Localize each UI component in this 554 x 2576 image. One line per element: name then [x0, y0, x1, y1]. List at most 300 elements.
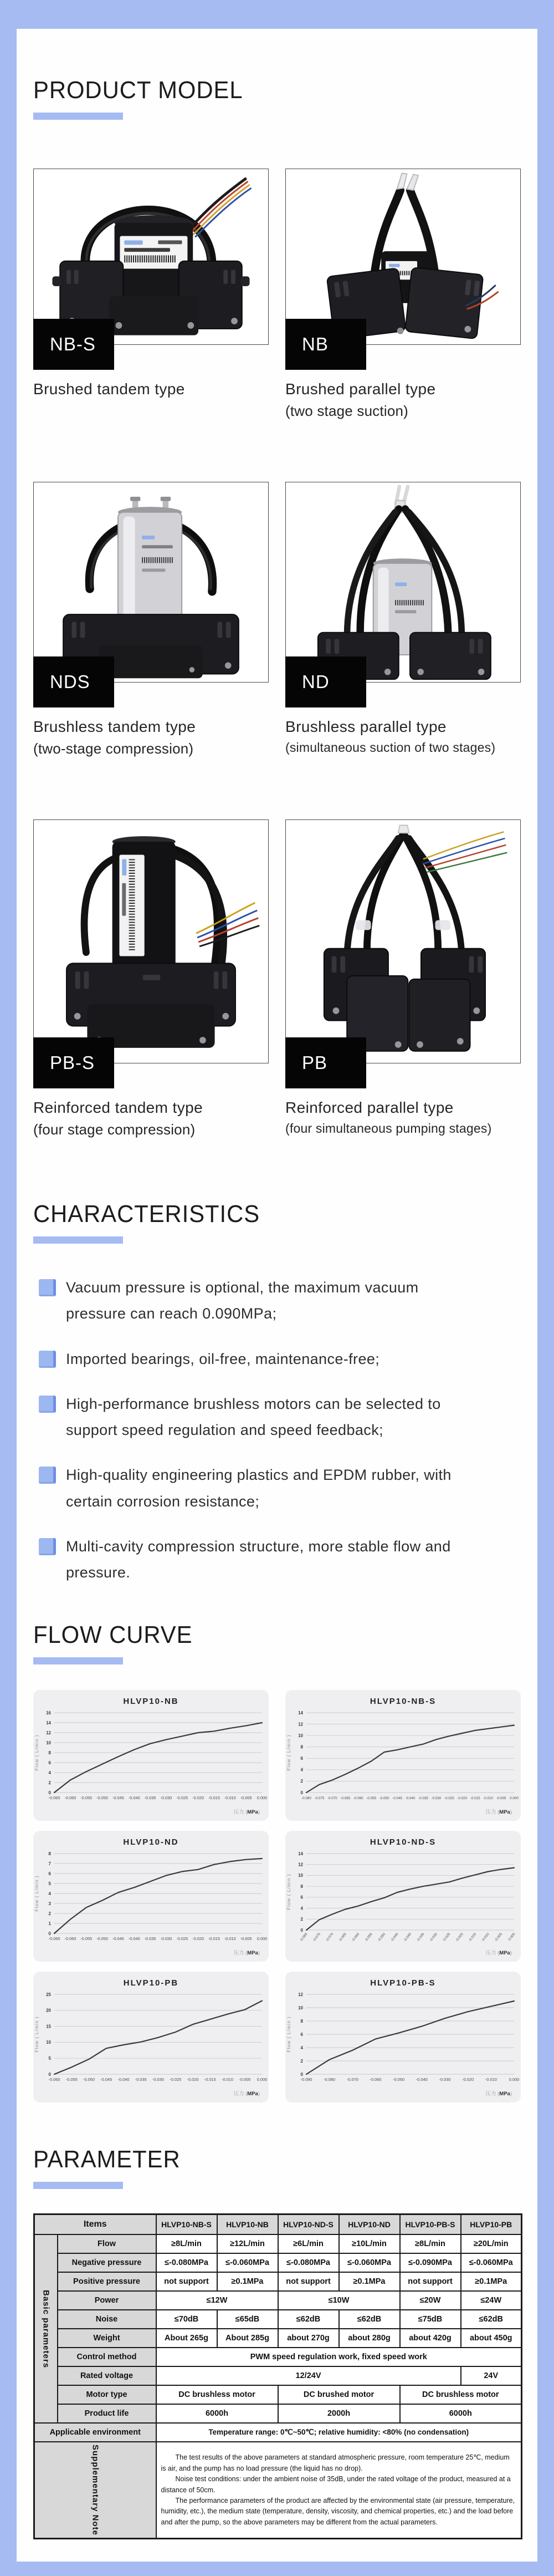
- table-row: [34, 2348, 522, 2366]
- svg-text:-0.050: -0.050: [96, 1795, 109, 1801]
- table-header-row: [34, 2214, 522, 2235]
- svg-text:4: 4: [300, 2045, 303, 2051]
- flow-chart-plot: [33, 1990, 269, 2099]
- product-image-box: [33, 169, 269, 354]
- product-caption: [285, 718, 521, 755]
- svg-text:-0.045: -0.045: [112, 1795, 124, 1801]
- product-photo-nd-pump-icon: [286, 482, 520, 682]
- product-card-pb-s: [33, 819, 269, 1138]
- svg-text:-0.045: -0.045: [390, 1932, 399, 1943]
- model-column-header: HLVP10-NB-S: [156, 2214, 217, 2235]
- svg-text:1: 1: [48, 1921, 51, 1927]
- svg-text:8: 8: [300, 2019, 303, 2024]
- svg-text:2: 2: [300, 1779, 303, 1784]
- svg-text:16: 16: [46, 1710, 51, 1716]
- svg-text:压力 (MPa): 压力 (MPa): [485, 1950, 512, 1957]
- svg-text:-0.060: -0.060: [353, 1796, 363, 1801]
- value-cell: About 285g: [217, 2329, 278, 2348]
- svg-text:8: 8: [300, 1884, 303, 1890]
- value-cell: ≥10L/min: [339, 2234, 400, 2253]
- value-cell: ≤-0.060MPa: [339, 2253, 400, 2272]
- svg-text:-0.025: -0.025: [444, 1796, 454, 1801]
- svg-text:12: 12: [298, 1992, 303, 1998]
- table-row: [34, 2234, 522, 2253]
- value-cell: ≤62dB: [339, 2310, 400, 2329]
- characteristic-text: High-performance brushless motors can be selected to support speed regulation and speed feedback;: [66, 1395, 441, 1438]
- characteristic-item: [33, 1534, 521, 1586]
- svg-text:6: 6: [300, 1756, 303, 1762]
- product-photo-nds-pump-icon: [34, 482, 268, 682]
- svg-text:12: 12: [298, 1862, 303, 1867]
- svg-text:-0.040: -0.040: [416, 2077, 428, 2083]
- svg-text:-0.005: -0.005: [494, 1932, 504, 1943]
- characteristic-text: Imported bearings, oil-free, maintenance-free;: [66, 1350, 380, 1367]
- svg-text:-0.030: -0.030: [439, 2077, 451, 2083]
- svg-text:-0.020: -0.020: [192, 1936, 204, 1942]
- svg-text:10: 10: [46, 1740, 51, 1746]
- svg-text:-0.015: -0.015: [208, 1936, 220, 1942]
- svg-text:-0.010: -0.010: [483, 1796, 494, 1801]
- item-label: Positive pressure: [58, 2272, 156, 2291]
- product-caption-line2: (two-stage compression): [33, 740, 194, 757]
- svg-text:-0.020: -0.020: [457, 1796, 468, 1801]
- supplementary-note-label: Supplementary Note: [34, 2442, 156, 2538]
- value-cell: ≤20W: [400, 2291, 461, 2310]
- product-grid: [33, 169, 521, 1200]
- square-bullet-icon: [39, 1351, 56, 1368]
- value-cell: ≤62dB: [461, 2310, 522, 2329]
- chart-title: HLVP10-NB-S: [370, 1697, 437, 1707]
- note-paragraph: Noise test conditions: under the ambient noise of 35dB, under the rated voltage of the product, measured at a distance of 50cm.: [161, 2475, 511, 2494]
- product-photo-nb-pump-icon: [286, 169, 520, 344]
- table-row-applicable-environment: [34, 2423, 522, 2442]
- title-underline-bar: [33, 1657, 123, 1664]
- section-title-product-model: PRODUCT MODEL: [33, 77, 243, 104]
- value-cell: ≤10W: [278, 2291, 400, 2310]
- svg-text:-0.005: -0.005: [496, 1796, 506, 1801]
- group-label-basic-parameters: Basic parameters: [34, 2234, 58, 2423]
- svg-text:-0.015: -0.015: [208, 1795, 220, 1801]
- parameter-table-body: [34, 2214, 522, 2539]
- product-caption-line2: (two stage suction): [285, 403, 409, 419]
- model-column-header: HLVP10-ND-S: [278, 2214, 339, 2235]
- svg-text:2: 2: [300, 1917, 303, 1922]
- value-cell: ≥6L/min: [278, 2234, 339, 2253]
- value-cell: ≥8L/min: [156, 2234, 217, 2253]
- value-cell: ≥0.1MPa: [217, 2272, 278, 2291]
- svg-text:-0.045: -0.045: [392, 1796, 402, 1801]
- table-row: [34, 2385, 522, 2404]
- svg-text:4: 4: [48, 1891, 51, 1897]
- svg-text:压力 (MPa): 压力 (MPa): [485, 1809, 512, 1816]
- value-cell: DC brushless motor: [400, 2385, 522, 2404]
- chart-title: HLVP10-ND: [123, 1837, 179, 1847]
- value-cell: ≥12L/min: [217, 2234, 278, 2253]
- characteristic-text: Multi-cavity compression structure, more stable flow and pressure.: [66, 1538, 451, 1581]
- value-cell: not support: [400, 2272, 461, 2291]
- svg-text:-0.035: -0.035: [135, 2077, 147, 2083]
- svg-text:0: 0: [48, 1790, 51, 1796]
- svg-text:-0.050: -0.050: [96, 1936, 109, 1942]
- svg-text:8: 8: [48, 1851, 51, 1857]
- svg-text:0.000: 0.000: [510, 1796, 519, 1801]
- value-cell: ≥8L/min: [400, 2234, 461, 2253]
- svg-text:6: 6: [300, 1895, 303, 1900]
- svg-text:压力 (MPa): 压力 (MPa): [233, 1950, 260, 1957]
- svg-text:-0.020: -0.020: [455, 1932, 464, 1943]
- value-cell: 6000h: [400, 2404, 522, 2423]
- characteristic-item: [33, 1275, 521, 1327]
- svg-text:6: 6: [48, 1760, 51, 1766]
- item-label: Rated voltage: [58, 2366, 156, 2385]
- title-underline-bar: [33, 113, 123, 120]
- square-bullet-icon: [39, 1538, 56, 1555]
- svg-text:-0.075: -0.075: [314, 1796, 325, 1801]
- product-image-box: [33, 482, 269, 692]
- value-cell: 6000h: [156, 2404, 278, 2423]
- svg-text:0: 0: [300, 2072, 303, 2078]
- product-photo-pb-s-pump-icon: [34, 820, 268, 1063]
- product-image-box: [285, 482, 521, 692]
- product-code-badge: PB: [285, 1037, 366, 1088]
- item-label: Control method: [58, 2348, 156, 2366]
- value-cell: ≤-0.080MPa: [278, 2253, 339, 2272]
- flow-chart-card-nd-s: [285, 1831, 521, 1962]
- svg-text:-0.055: -0.055: [364, 1932, 373, 1943]
- svg-text:-0.025: -0.025: [176, 1936, 188, 1942]
- flow-chart-plot: [285, 1990, 521, 2099]
- svg-text:Flow ( L/min ): Flow ( L/min ): [286, 2016, 291, 2053]
- square-bullet-icon: [39, 1467, 56, 1484]
- note-paragraph: The performance parameters of the product are affected by the environmental state (air pressure, temperature, humidity, etc.), the medium state (temperature, density, viscosity, and chemical properties, etc.) and the load before and after the pump, so the above parameters may be different from the actual parameters.: [161, 2496, 515, 2526]
- value-cell: ≤70dB: [156, 2310, 217, 2329]
- svg-text:-0.065: -0.065: [48, 1936, 60, 1942]
- applicable-environment-label: Applicable environment: [34, 2423, 156, 2442]
- svg-text:压力 (MPa): 压力 (MPa): [485, 2091, 512, 2098]
- flow-chart-card-nb: [33, 1690, 269, 1821]
- chart-title: HLVP10-PB: [123, 1978, 179, 1988]
- svg-text:-0.055: -0.055: [80, 1795, 93, 1801]
- svg-text:压力 (MPa): 压力 (MPa): [233, 2091, 260, 2098]
- characteristic-text: Vacuum pressure is optional, the maximum vacuum pressure can reach 0.090MPa;: [66, 1279, 419, 1322]
- svg-text:-0.045: -0.045: [112, 1936, 124, 1942]
- svg-text:-0.020: -0.020: [187, 2077, 199, 2083]
- applicable-environment-value: Temperature range: 0℃~50℃; relative humidity: <80% (no condensation): [156, 2423, 522, 2442]
- characteristics-list: [33, 1275, 521, 1586]
- value-cell: ≤62dB: [278, 2310, 339, 2329]
- svg-text:-0.065: -0.065: [48, 1795, 60, 1801]
- svg-text:0: 0: [48, 1931, 51, 1937]
- svg-text:-0.025: -0.025: [442, 1932, 452, 1943]
- svg-text:-0.035: -0.035: [144, 1936, 156, 1942]
- section-title-parameter: PARAMETER: [33, 2146, 181, 2173]
- model-column-header: HLVP10-PB-S: [400, 2214, 461, 2235]
- svg-text:-0.010: -0.010: [224, 1795, 236, 1801]
- chart-title: HLVP10-NB: [123, 1697, 179, 1707]
- table-row: [34, 2310, 522, 2329]
- svg-text:-0.060: -0.060: [64, 1936, 76, 1942]
- svg-text:-0.020: -0.020: [192, 1795, 204, 1801]
- svg-text:-0.040: -0.040: [403, 1932, 413, 1943]
- svg-text:3: 3: [48, 1901, 51, 1907]
- svg-text:-0.055: -0.055: [366, 1796, 377, 1801]
- svg-text:10: 10: [298, 2005, 303, 2011]
- content-sheet: [17, 29, 537, 2562]
- product-card-nb-s: [33, 169, 269, 420]
- product-image-box: [285, 169, 521, 354]
- characteristic-item: [33, 1391, 521, 1444]
- value-cell: not support: [156, 2272, 217, 2291]
- model-column-header: HLVP10-PB: [461, 2214, 522, 2235]
- item-label: Weight: [58, 2329, 156, 2348]
- section-parameter: [33, 2146, 521, 2539]
- flow-curve-grid: [33, 1690, 521, 2102]
- svg-text:8: 8: [48, 1750, 51, 1756]
- svg-text:2: 2: [300, 2059, 303, 2064]
- value-cell: about 450g: [461, 2329, 522, 2348]
- table-row: [34, 2366, 522, 2385]
- svg-text:4: 4: [300, 1906, 303, 1911]
- characteristic-item: [33, 1346, 521, 1372]
- item-label: Negative pressure: [58, 2253, 156, 2272]
- product-photo-pb-pump-icon: [286, 820, 520, 1063]
- svg-text:0: 0: [300, 1790, 303, 1796]
- svg-text:4: 4: [48, 1770, 51, 1776]
- product-caption: [33, 718, 269, 757]
- svg-text:-0.010: -0.010: [224, 1936, 236, 1942]
- svg-text:8: 8: [300, 1744, 303, 1750]
- product-code-badge: ND: [285, 656, 366, 707]
- value-cell: ≤24W: [461, 2291, 522, 2310]
- svg-text:-0.010: -0.010: [481, 1932, 490, 1943]
- title-underline-bar: [33, 1236, 123, 1244]
- value-cell: ≥0.1MPa: [461, 2272, 522, 2291]
- value-cell: not support: [278, 2272, 339, 2291]
- svg-text:12: 12: [46, 1730, 51, 1736]
- svg-text:0.000: 0.000: [257, 2077, 268, 2083]
- value-cell: PWM speed regulation work, fixed speed work: [156, 2348, 522, 2366]
- svg-text:Flow ( L/min ): Flow ( L/min ): [34, 1734, 39, 1771]
- product-caption-line2: (simultaneous suction of two stages): [285, 740, 496, 755]
- svg-text:-0.060: -0.060: [351, 1932, 361, 1943]
- svg-text:10: 10: [298, 1873, 303, 1878]
- svg-text:0.000: 0.000: [257, 1936, 268, 1942]
- svg-text:2: 2: [48, 1911, 51, 1917]
- product-caption-line2: (four stage compression): [33, 1121, 196, 1138]
- chart-title: HLVP10-PB-S: [370, 1978, 436, 1988]
- product-caption-line1: Brushless tandem type: [33, 718, 196, 735]
- item-label: Product life: [58, 2404, 156, 2423]
- item-label: Noise: [58, 2310, 156, 2329]
- svg-text:-0.015: -0.015: [468, 1932, 478, 1943]
- section-characteristics: [33, 1200, 521, 1586]
- svg-text:-0.070: -0.070: [327, 1796, 337, 1801]
- value-cell: ≥20L/min: [461, 2234, 522, 2253]
- svg-text:14: 14: [46, 1720, 51, 1726]
- product-caption-line1: Reinforced tandem type: [33, 1099, 203, 1116]
- product-code-badge: NB: [285, 319, 366, 370]
- value-cell: ≤-0.080MPa: [156, 2253, 217, 2272]
- value-cell: DC brushed motor: [278, 2385, 400, 2404]
- product-caption-line1: Brushless parallel type: [285, 718, 447, 735]
- svg-text:-0.060: -0.060: [370, 2077, 382, 2083]
- svg-text:-0.050: -0.050: [377, 1932, 387, 1943]
- table-row: [34, 2272, 522, 2291]
- value-cell: 12/24V: [156, 2366, 461, 2385]
- svg-text:-0.020: -0.020: [462, 2077, 474, 2083]
- table-row: [34, 2291, 522, 2310]
- flow-chart-plot: [33, 1849, 269, 1958]
- product-photo-nb-s-pump-icon: [34, 169, 268, 344]
- svg-text:压力 (MPa): 压力 (MPa): [233, 1809, 260, 1816]
- svg-text:-0.070: -0.070: [346, 2077, 358, 2083]
- value-cell: ≤-0.090MPa: [400, 2253, 461, 2272]
- value-cell: 2000h: [278, 2404, 400, 2423]
- svg-text:-0.045: -0.045: [100, 2077, 112, 2083]
- svg-text:0: 0: [48, 2072, 51, 2078]
- value-cell: ≤75dB: [400, 2310, 461, 2329]
- svg-text:0.000: 0.000: [509, 2077, 520, 2083]
- svg-text:-0.030: -0.030: [429, 1932, 438, 1943]
- svg-text:-0.075: -0.075: [312, 1932, 322, 1943]
- flow-chart-plot: [33, 1708, 269, 1817]
- product-image-box: [285, 819, 521, 1073]
- svg-text:25: 25: [46, 1992, 51, 1998]
- characteristic-text: High-quality engineering plastics and EPDM rubber, with certain corrosion resistance;: [66, 1467, 452, 1510]
- svg-text:-0.065: -0.065: [340, 1796, 351, 1801]
- parameter-table: [33, 2213, 522, 2539]
- svg-text:-0.025: -0.025: [176, 1795, 188, 1801]
- item-label: Power: [58, 2291, 156, 2310]
- svg-text:-0.005: -0.005: [240, 1795, 252, 1801]
- svg-text:4: 4: [300, 1767, 303, 1773]
- svg-text:0.000: 0.000: [257, 1795, 268, 1801]
- product-card-pb: [285, 819, 521, 1138]
- svg-text:2: 2: [48, 1780, 51, 1786]
- svg-text:-0.035: -0.035: [418, 1796, 428, 1801]
- svg-text:-0.030: -0.030: [160, 1936, 172, 1942]
- product-caption: [33, 380, 269, 398]
- svg-text:Flow ( L/min ): Flow ( L/min ): [286, 1874, 291, 1910]
- svg-text:-0.040: -0.040: [405, 1796, 416, 1801]
- value-cell: ≤-0.060MPa: [217, 2253, 278, 2272]
- product-card-nds: [33, 482, 269, 757]
- svg-text:-0.035: -0.035: [144, 1795, 156, 1801]
- product-card-nd: [285, 482, 521, 757]
- svg-text:-0.015: -0.015: [470, 1796, 480, 1801]
- svg-text:14: 14: [298, 1851, 303, 1857]
- svg-text:Flow ( L/min ): Flow ( L/min ): [34, 1875, 39, 1912]
- svg-text:-0.050: -0.050: [83, 2077, 95, 2083]
- svg-text:-0.005: -0.005: [239, 2077, 251, 2083]
- flow-chart-plot: [285, 1708, 521, 1817]
- value-cell: DC brushless motor: [156, 2385, 278, 2404]
- title-underline-bar: [33, 2182, 123, 2189]
- svg-text:5: 5: [48, 2056, 51, 2061]
- svg-text:-0.055: -0.055: [65, 2077, 78, 2083]
- product-code-badge: PB-S: [33, 1037, 114, 1088]
- product-caption-line2: (four simultaneous pumping stages): [285, 1121, 492, 1136]
- chart-title: HLVP10-ND-S: [370, 1837, 437, 1847]
- svg-text:15: 15: [46, 2024, 51, 2029]
- flow-chart-card-pb: [33, 1972, 269, 2102]
- value-cell: About 265g: [156, 2329, 217, 2348]
- svg-text:-0.080: -0.080: [324, 2077, 336, 2083]
- svg-text:10: 10: [46, 2040, 51, 2045]
- section-title-characteristics: CHARACTERISTICS: [33, 1200, 260, 1228]
- svg-text:-0.040: -0.040: [128, 1936, 140, 1942]
- flow-chart-card-nb-s: [285, 1690, 521, 1821]
- product-image-box: [33, 819, 269, 1073]
- svg-text:-0.040: -0.040: [128, 1795, 140, 1801]
- square-bullet-icon: [39, 1396, 56, 1413]
- supplementary-note-text: [156, 2442, 522, 2538]
- product-caption: [285, 1099, 521, 1136]
- value-cell: ≥0.1MPa: [339, 2272, 400, 2291]
- table-row-supplementary-note: [34, 2442, 522, 2538]
- product-caption-line1: Brushed parallel type: [285, 380, 436, 398]
- svg-text:14: 14: [298, 1710, 303, 1716]
- svg-text:6: 6: [300, 2032, 303, 2038]
- svg-text:-0.070: -0.070: [325, 1932, 335, 1943]
- svg-text:0: 0: [300, 1928, 303, 1933]
- svg-text:Flow ( L/min ): Flow ( L/min ): [34, 2016, 39, 2053]
- flow-chart-card-nd: [33, 1831, 269, 1962]
- item-label: Motor type: [58, 2385, 156, 2404]
- svg-text:-0.010: -0.010: [485, 2077, 497, 2083]
- value-cell: ≤65dB: [217, 2310, 278, 2329]
- svg-text:-0.065: -0.065: [338, 1932, 347, 1943]
- flow-chart-plot: [285, 1849, 521, 1958]
- value-cell: ≤12W: [156, 2291, 278, 2310]
- svg-text:6: 6: [48, 1871, 51, 1877]
- section-flow-curve: [33, 1621, 521, 2102]
- svg-text:-0.030: -0.030: [152, 2077, 164, 2083]
- product-caption: [33, 1099, 269, 1138]
- svg-text:-0.005: -0.005: [240, 1936, 252, 1942]
- svg-text:5: 5: [48, 1881, 51, 1887]
- product-caption: [285, 380, 521, 420]
- characteristic-item: [33, 1462, 521, 1515]
- value-cell: about 280g: [339, 2329, 400, 2348]
- svg-text:-0.040: -0.040: [117, 2077, 130, 2083]
- table-row: [34, 2329, 522, 2348]
- svg-text:-0.060: -0.060: [64, 1795, 76, 1801]
- svg-text:-0.010: -0.010: [222, 2077, 233, 2083]
- svg-text:Flow ( L/min ): Flow ( L/min ): [286, 1734, 291, 1771]
- product-caption-line1: Reinforced parallel type: [285, 1099, 454, 1116]
- svg-text:20: 20: [46, 2008, 51, 2013]
- value-cell: ≤-0.060MPa: [461, 2253, 522, 2272]
- value-cell: about 420g: [400, 2329, 461, 2348]
- svg-text:12: 12: [298, 1722, 303, 1727]
- svg-text:-0.060: -0.060: [48, 2077, 60, 2083]
- section-product-model: [33, 77, 521, 1200]
- table-row: [34, 2404, 522, 2423]
- svg-text:-0.025: -0.025: [170, 2077, 182, 2083]
- model-column-header: HLVP10-NB: [217, 2214, 278, 2235]
- table-row: [34, 2253, 522, 2272]
- svg-text:-0.035: -0.035: [416, 1932, 425, 1943]
- svg-text:0.000: 0.000: [507, 1932, 516, 1942]
- product-code-badge: NB-S: [33, 319, 114, 370]
- note-paragraph: The test results of the above parameters at standard atmospheric pressure, room temperature 25℃, medium is air, and the pump has no load pressure (the liquid has no drop).: [161, 2453, 510, 2472]
- value-cell: 24V: [461, 2366, 522, 2385]
- product-caption-line1: Brushed tandem type: [33, 380, 185, 398]
- svg-text:-0.080: -0.080: [299, 1932, 309, 1943]
- svg-text:-0.030: -0.030: [431, 1796, 442, 1801]
- svg-text:-0.090: -0.090: [300, 2077, 312, 2083]
